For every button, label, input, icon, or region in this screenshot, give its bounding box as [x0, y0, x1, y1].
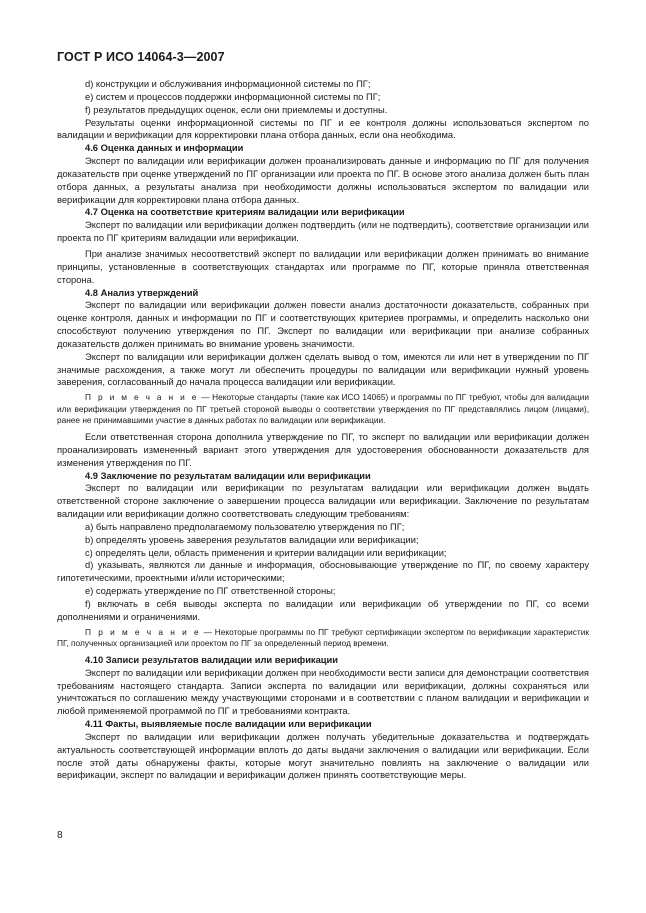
- list-item: f) результатов предыдущих оценок, если они приемлемы и доступны.: [85, 104, 388, 115]
- note-paragraph: [57, 392, 589, 427]
- list-item: e) содержать утверждение по ПГ ответственной стороны;: [85, 586, 336, 597]
- note-text: — Некоторые стандарты (такие как ИСО 14065) и программы по ПГ требуют, чтобы для валидации или верификации утверждения по ПГ третьей стороной выводы о соответствии утверждения по ПГ представлялись лицом (лицами), ранее не принимавшими участие в данных работах по валидации или верификации.: [57, 392, 589, 426]
- section-heading: 4.8 Анализ утверждений: [85, 287, 199, 298]
- body-paragraph: Эксперт по валидации или верификации по результатам валидации или верификации должен выдать ответственной стороне заключение о завершении процесса валидации или верификации. Заключение по результатам валидации или верификации должно соответствовать следующим требованиям:: [57, 483, 589, 520]
- section-heading: 4.6 Оценка данных и информации: [85, 143, 244, 154]
- section-heading: 4.7 Оценка на соответствие критериям валидации или верификации: [85, 207, 405, 218]
- note-text: — Некоторые программы по ПГ требуют сертификации экспертом по верификации характеристик ПГ, полученных организацией или проектом по ПГ за определенный период времени.: [57, 626, 589, 649]
- section-heading: 4.11 Факты, выявляемые после валидации или верификации: [85, 719, 372, 730]
- note-label: П р и м е ч а н и е: [85, 392, 199, 403]
- note-label: П р и м е ч а н и е: [85, 626, 201, 637]
- body-paragraph: Эксперт по валидации или верификации должен при необходимости вести записи для демонстрации соответствия требованиям настоящего стандарта. Записи эксперта по валидации или верификации, должны сохраняться или уничтожаться по соглашению между участвующими сторонами и в соответствии с планом валидации и верификации и любой применяемой программой по ПГ и требованиями контракта.: [57, 667, 589, 717]
- body-paragraph: При анализе значимых несоответствий эксперт по валидации или верификации должен принимать во внимание принципы, установленные в соответствующих стандартах или программе по ПГ, которые приняла ответственная сторона.: [57, 248, 589, 285]
- page-number: 8: [57, 830, 63, 841]
- body-paragraph: Эксперт по валидации или верификации должен подтвердить (или не подтвердить), соответствие организации или проекта по ПГ критериям валидации или верификации.: [57, 220, 589, 244]
- body-paragraph: Результаты оценки информационной системы по ПГ и ее контроля должны использоваться экспертом по валидации и верификации для корректировки плана отбора данных, если она необходима.: [57, 117, 589, 141]
- list-item: c) определять цели, область применения и критерии валидации или верификации;: [85, 547, 447, 558]
- body-paragraph: Эксперт по валидации или верификации должен повести анализ достаточности доказательств, собранных при оценке контроля, данных и информации по ПГ и соответствующих критериев программы, и определить насколько они способствуют получению утверждения по ПГ. Эксперт по валидации или верификации при анализе собранных доказательств должен принимать во внимание уровень значимости.: [57, 300, 589, 349]
- page-content: [57, 78, 589, 782]
- note-paragraph: [57, 627, 589, 650]
- section-heading: 4.9 Заключение по результатам валидации или верификации: [85, 470, 371, 481]
- body-paragraph: f) включать в себя выводы эксперта по валидации или верификации об утверждении по ПГ, со всеми дополнениями и ограничениями.: [57, 599, 589, 622]
- list-item: d) конструкции и обслуживания информационной системы по ПГ;: [85, 79, 371, 89]
- body-paragraph: Эксперт по валидации или верификации должен получать убедительные доказательства и подтверждать актуальность соответствующей информации вплоть до даты выдачи заключения о валидации или верификации. Если после этой даты обнаружены факты, которые могут значительно повлиять на заключение о валидации или верификации, эксперт по валидации и верификации должен принять соответствующие меры.: [57, 731, 589, 781]
- list-item: a) быть направлено предполагаемому пользователю утверждения по ПГ;: [85, 521, 405, 532]
- list-item: b) определять уровень заверения результатов валидации или верификации;: [85, 534, 419, 545]
- page-header: ГОСТ Р ИСО 14064-3—2007: [57, 50, 225, 64]
- body-paragraph: d) указывать, являются ли данные и информация, обосновывающие утверждение по ПГ, по своему характеру гипотетическими, проектными и/или историческими;: [57, 560, 589, 584]
- body-paragraph: Если ответственная сторона дополнила утверждение по ПГ, то эксперт по валидации или верификации должен проанализировать измененный вариант этого утверждения для удостоверения обоснованности доказательств для изменения утверждения по ПГ.: [57, 432, 589, 468]
- section-heading: 4.10 Записи результатов валидации или верификации: [85, 654, 339, 665]
- body-paragraph: Эксперт по валидации или верификации должен проанализировать данные и информацию по ПГ для получения доказательств при оценке утверждений по ПГ организации или проекта по ПГ. В основе этого анализа должен быть план отбора данных, а результаты анализа при необходимости должны использоваться экспертом по валидации или верификации для корректировки плана отбора данных.: [57, 156, 589, 205]
- body-paragraph: Эксперт по валидации или верификации должен сделать вывод о том, имеются ли или нет в утверждении по ПГ значимые расхождения, а также могут ли обеспечить процедуры по валидации или верификации нужный уровень заверения, согласованный до начала процесса валидации или верификации.: [57, 351, 589, 388]
- list-item: e) систем и процессов поддержки информационной системы по ПГ;: [85, 91, 381, 102]
